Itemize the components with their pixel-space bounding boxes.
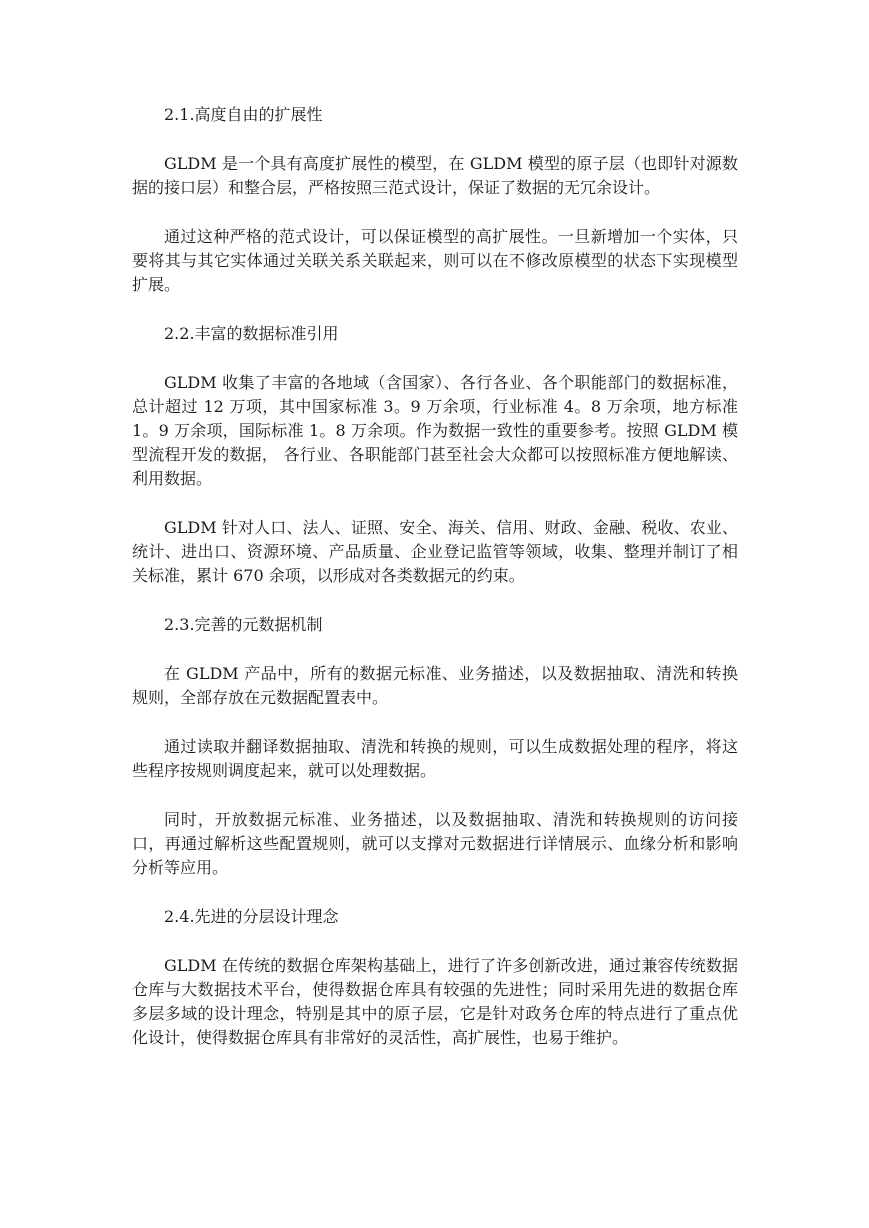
section-2-2 bbox=[132, 322, 738, 588]
section-2-3 bbox=[132, 613, 738, 880]
section-2-4 bbox=[132, 905, 738, 1050]
section-heading: 2.4.先进的分层设计理念 bbox=[164, 907, 339, 926]
paragraph: GLDM 在传统的数据仓库架构基础上，进行了许多创新改进，通过兼容传统数据仓库与大数据技术平台，使得数据仓库具有较强的先进性；同时采用先进的数据仓库多层多域的设计理念，特别是其中的原子层，它是针对政务仓库的特点进行了重点优化设计，使得数据仓库具有非常好的灵活性，高扩展性，也易于维护。 bbox=[132, 956, 738, 1047]
paragraph: GLDM 是一个具有高度扩展性的模型，在 GLDM 模型的原子层（也即针对源数据的接口层）和整合层，严格按照三范式设计，保证了数据的无冗余设计。 bbox=[132, 154, 738, 197]
paragraph: 在 GLDM 产品中，所有的数据元标准、业务描述，以及数据抽取、清洗和转换规则，全部存放在元数据配置表中。 bbox=[132, 664, 738, 707]
section-heading: 2.2.丰富的数据标准引用 bbox=[164, 324, 339, 343]
document-page bbox=[132, 103, 738, 1075]
section-heading: 2.3.完善的元数据机制 bbox=[164, 615, 323, 634]
paragraph: GLDM 收集了丰富的各地域（含国家）、各行各业、各个职能部门的数据标准，总计超过 12 万项，其中国家标准 3。9 万余项，行业标准 4。8 万余项，地方标准 1。9 万余项，国际标准 1。8 万余项。作为数据一致性的重要参考。按照 GLDM 模型流程开发的数据， 各行业、各职能部门甚至社会大众都可以按照标准方便地解读、利用数据。 bbox=[132, 373, 738, 488]
paragraph: GLDM 针对人口、法人、证照、安全、海关、信用、财政、金融、税收、农业、统计、进出口、资源环境、产品质量、企业登记监管等领域，收集、整理并制订了相关标准，累计 670 余项，以形成对各类数据元的约束。 bbox=[132, 518, 738, 585]
paragraph: 通过这种严格的范式设计，可以保证模型的高扩展性。一旦新增加一个实体，只要将其与其它实体通过关联关系关联起来，则可以在不修改原模型的状态下实现模型扩展。 bbox=[132, 227, 738, 294]
section-heading: 2.1.高度自由的扩展性 bbox=[164, 105, 323, 124]
section-2-1 bbox=[132, 103, 738, 297]
paragraph: 通过读取并翻译数据抽取、清洗和转换的规则，可以生成数据处理的程序，将这些程序按规则调度起来，就可以处理数据。 bbox=[132, 737, 738, 780]
paragraph: 同时，开放数据元标准、业务描述，以及数据抽取、清洗和转换规则的访问接口，再通过解析这些配置规则，就可以支撑对元数据进行详情展示、血缘分析和影响分析等应用。 bbox=[132, 810, 738, 877]
